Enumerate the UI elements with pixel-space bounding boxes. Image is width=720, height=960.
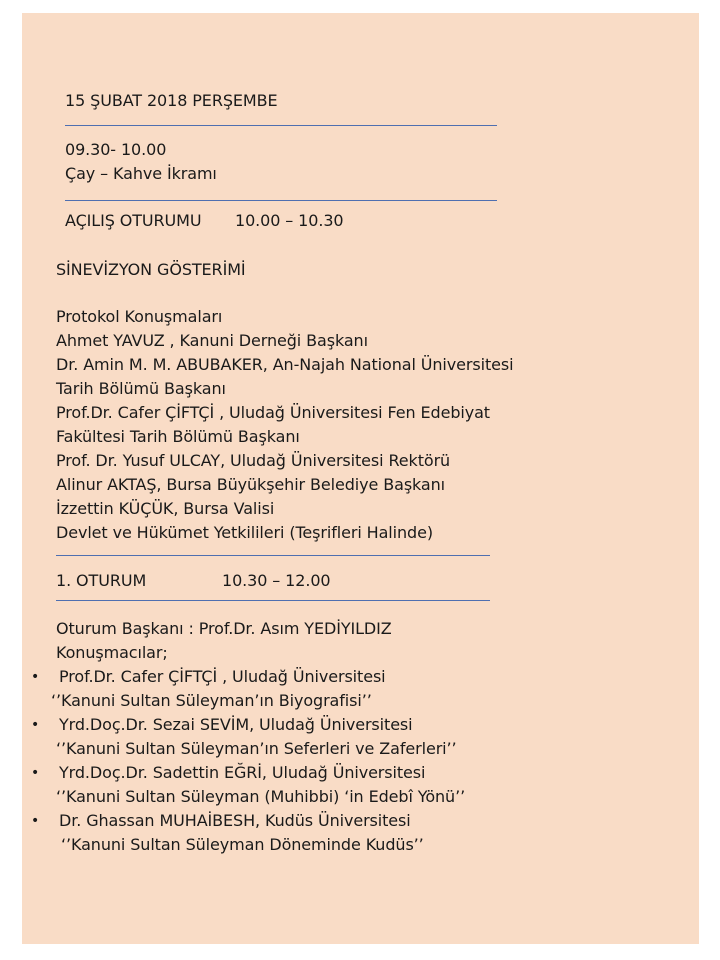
divider bbox=[56, 600, 490, 601]
break-label: Çay – Kahve İkramı bbox=[65, 164, 217, 183]
bullet: • bbox=[31, 813, 40, 829]
opening-session-time: 10.00 – 10.30 bbox=[235, 211, 344, 230]
protocol-speaker: Ahmet YAVUZ , Kanuni Derneği Başkanı bbox=[56, 331, 368, 350]
speakers-heading: Konuşmacılar; bbox=[56, 643, 168, 662]
protocol-speaker: Fakültesi Tarih Bölümü Başkanı bbox=[56, 427, 300, 446]
protocol-speaker: Devlet ve Hükümet Yetkilileri (Teşrifleri Halinde) bbox=[56, 523, 433, 542]
session1-time: 10.30 – 12.00 bbox=[222, 571, 331, 590]
divider bbox=[65, 200, 497, 201]
talk-speaker: Yrd.Doç.Dr. Sezai SEVİM, Uludağ Üniversitesi bbox=[59, 715, 413, 734]
protocol-speaker: Alinur AKTAŞ, Bursa Büyükşehir Belediye Başkanı bbox=[56, 475, 446, 494]
talk-title: ‘’Kanuni Sultan Süleyman’ın Biyografisi’’ bbox=[51, 691, 372, 710]
bullet: • bbox=[31, 717, 40, 733]
talk-speaker: Dr. Ghassan MUHAİBESH, Kudüs Üniversitesi bbox=[59, 811, 411, 830]
session-chair: Oturum Başkanı : Prof.Dr. Asım YEDİYILDIZ bbox=[56, 619, 392, 638]
divider bbox=[65, 125, 497, 126]
session1-title: 1. OTURUM bbox=[56, 571, 147, 590]
protocol-speaker: Dr. Amin M. M. ABUBAKER, An-Najah National Üniversitesi bbox=[56, 355, 514, 374]
talk-speaker: Prof.Dr. Cafer ÇİFTÇİ , Uludağ Üniversitesi bbox=[59, 667, 386, 686]
opening-session-title: AÇILIŞ OTURUMU bbox=[65, 211, 202, 230]
bullet: • bbox=[31, 765, 40, 781]
talk-title: ‘’Kanuni Sultan Süleyman (Muhibbi) ‘in Edebî Yönü’’ bbox=[56, 787, 466, 806]
talk-speaker: Yrd.Doç.Dr. Sadettin EĞRİ, Uludağ Üniversitesi bbox=[59, 763, 426, 782]
talk-title: ‘’Kanuni Sultan Süleyman Döneminde Kudüs’’ bbox=[61, 835, 424, 854]
protocol-speaker: İzzettin KÜÇÜK, Bursa Valisi bbox=[56, 499, 275, 518]
divider bbox=[56, 555, 490, 556]
protocol-speaker: Tarih Bölümü Başkanı bbox=[56, 379, 226, 398]
date-line: 15 ŞUBAT 2018 PERŞEMBE bbox=[65, 91, 278, 110]
protocol-speaker: Prof.Dr. Cafer ÇİFTÇİ , Uludağ Üniversitesi Fen Edebiyat bbox=[56, 403, 490, 422]
talk-title: ‘’Kanuni Sultan Süleyman’ın Seferleri ve Zaferleri’’ bbox=[56, 739, 457, 758]
protocol-heading: Protokol Konuşmaları bbox=[56, 307, 223, 326]
screening-label: SİNEVİZYON GÖSTERİMİ bbox=[56, 260, 246, 279]
protocol-speaker: Prof. Dr. Yusuf ULCAY, Uludağ Üniversitesi Rektörü bbox=[56, 451, 451, 470]
bullet: • bbox=[31, 669, 40, 685]
break-time: 09.30- 10.00 bbox=[65, 140, 167, 159]
